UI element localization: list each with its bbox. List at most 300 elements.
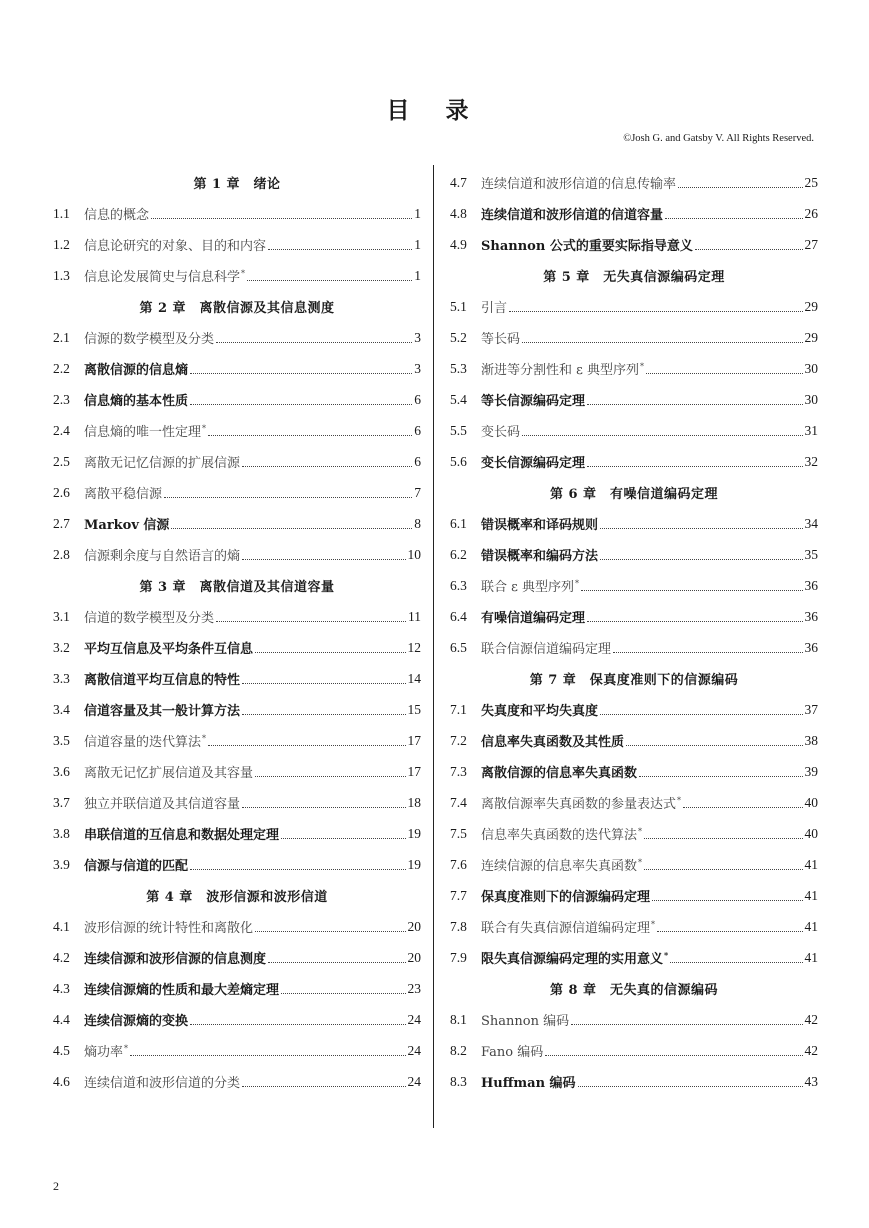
toc-section-title-text: 信源剩余度与自然语言的熵 bbox=[84, 549, 241, 564]
toc-section-number: 3.8 bbox=[53, 825, 70, 841]
toc-page-number: 1 bbox=[414, 205, 421, 221]
dot-leader bbox=[652, 887, 802, 901]
toc-section-title bbox=[481, 390, 585, 409]
toc-entry[interactable] bbox=[450, 756, 818, 787]
toc-page-number: 36 bbox=[804, 577, 818, 593]
toc-page-number: 42 bbox=[804, 1042, 818, 1058]
toc-entry[interactable] bbox=[53, 725, 421, 756]
dot-leader bbox=[255, 763, 405, 777]
toc-section-number: 4.2 bbox=[53, 949, 70, 965]
dot-leader bbox=[545, 1042, 802, 1056]
dot-leader bbox=[268, 949, 405, 963]
toc-section-title bbox=[481, 607, 585, 626]
toc-section-title bbox=[84, 514, 169, 533]
toc-entry[interactable] bbox=[53, 818, 421, 849]
toc-chapter-heading: 第 1 章 绪论 bbox=[193, 177, 281, 192]
toc-section-number: 2.3 bbox=[53, 391, 70, 407]
page-number: 2 bbox=[53, 1179, 59, 1193]
toc-section-title bbox=[481, 638, 611, 657]
toc-entry[interactable] bbox=[53, 353, 421, 384]
toc-section-title bbox=[84, 328, 214, 347]
toc-section-number: 8.2 bbox=[450, 1042, 467, 1058]
toc-page-number: 34 bbox=[804, 515, 818, 531]
toc-section-title bbox=[481, 297, 507, 316]
toc-page-number: 8 bbox=[414, 515, 421, 531]
toc-section-title-text: 联合 ε 典型序列 bbox=[481, 580, 574, 595]
dot-leader bbox=[268, 236, 412, 250]
toc-section-title bbox=[84, 638, 253, 657]
toc-section-title bbox=[84, 266, 245, 285]
toc-section-title bbox=[481, 824, 642, 843]
toc-section-title bbox=[84, 700, 240, 719]
dot-leader bbox=[644, 856, 802, 870]
toc-page-number: 36 bbox=[804, 639, 818, 655]
toc-page-number: 24 bbox=[407, 1011, 421, 1027]
toc-entry[interactable] bbox=[450, 291, 818, 322]
dot-leader bbox=[190, 360, 412, 374]
toc-entry[interactable] bbox=[450, 415, 818, 446]
toc-section-title bbox=[84, 1041, 128, 1060]
toc-entry[interactable] bbox=[53, 229, 421, 260]
toc-page-number: 32 bbox=[804, 453, 818, 469]
toc-section-number: 5.6 bbox=[450, 453, 467, 469]
toc-entry[interactable] bbox=[450, 725, 818, 756]
dot-leader bbox=[242, 701, 405, 715]
toc-section-title bbox=[481, 1041, 543, 1060]
optional-section-marker: * bbox=[241, 268, 246, 278]
toc-section-number: 8.3 bbox=[450, 1073, 467, 1089]
toc-entry[interactable] bbox=[53, 477, 421, 508]
toc-page-number: 38 bbox=[804, 732, 818, 748]
dot-leader bbox=[683, 794, 802, 808]
toc-page-number: 39 bbox=[804, 763, 818, 779]
optional-section-marker: * bbox=[664, 949, 669, 960]
optional-section-marker: * bbox=[202, 423, 207, 433]
toc-entry[interactable] bbox=[53, 663, 421, 694]
toc-section-number: 4.1 bbox=[53, 918, 70, 934]
toc-entry[interactable] bbox=[53, 260, 421, 291]
toc-page-number: 40 bbox=[804, 825, 818, 841]
toc-entry[interactable] bbox=[450, 942, 818, 973]
toc-page-number: 15 bbox=[407, 701, 421, 717]
toc-section-title bbox=[84, 669, 240, 688]
toc-page-number: 36 bbox=[804, 608, 818, 624]
toc-section-number: 1.2 bbox=[53, 236, 70, 252]
toc-section-title bbox=[481, 700, 598, 719]
toc-section-title bbox=[481, 545, 598, 564]
toc-page-number: 12 bbox=[407, 639, 421, 655]
toc-page-number: 19 bbox=[407, 825, 421, 841]
toc-section-title-text: 失真度和平均失真度 bbox=[481, 704, 599, 719]
toc-section-number: 4.8 bbox=[450, 205, 467, 221]
toc-entry[interactable] bbox=[53, 694, 421, 725]
dot-leader bbox=[670, 949, 802, 963]
toc-section-title-text: 变长信源编码定理 bbox=[481, 456, 586, 471]
toc-section-title-text: 平均互信息及平均条件互信息 bbox=[84, 642, 254, 657]
toc-page-number: 19 bbox=[407, 856, 421, 872]
toc-section-title bbox=[84, 979, 279, 998]
toc-section-title-text: 等长信源编码定理 bbox=[481, 394, 586, 409]
toc-section-number: 5.3 bbox=[450, 360, 467, 376]
dot-leader bbox=[242, 546, 405, 560]
dot-leader bbox=[578, 1073, 803, 1087]
toc-section-title bbox=[481, 235, 693, 254]
dot-leader bbox=[281, 980, 405, 994]
toc-section-title-text: 信息熵的唯一性定理 bbox=[84, 425, 202, 440]
toc-section-number: 4.7 bbox=[450, 174, 467, 190]
toc-section-number: 3.7 bbox=[53, 794, 70, 810]
dot-leader bbox=[208, 732, 405, 746]
toc-section-number: 5.2 bbox=[450, 329, 467, 345]
dot-leader bbox=[613, 639, 802, 653]
dot-leader bbox=[242, 794, 405, 808]
optional-section-marker: * bbox=[640, 361, 644, 371]
toc-section-title-text: 信道容量的迭代算法 bbox=[84, 735, 202, 750]
toc-section-number: 1.1 bbox=[53, 205, 70, 221]
toc-page-number: 41 bbox=[804, 949, 818, 965]
toc-page-number: 26 bbox=[804, 205, 818, 221]
toc-section-number: 5.1 bbox=[450, 298, 467, 314]
toc-page-number: 6 bbox=[414, 453, 421, 469]
toc-section-title bbox=[84, 359, 188, 378]
dot-leader bbox=[600, 701, 802, 715]
toc-page-number: 20 bbox=[407, 918, 421, 934]
toc-entry[interactable] bbox=[450, 353, 818, 384]
toc-section-title bbox=[84, 731, 206, 750]
toc-section-number: 4.3 bbox=[53, 980, 70, 996]
toc-page-number: 7 bbox=[414, 484, 421, 500]
toc-section-title bbox=[84, 204, 149, 223]
toc-section-title-text: 错误概率和编码方法 bbox=[481, 549, 599, 564]
toc-page-number: 1 bbox=[414, 236, 421, 252]
toc-section-title-text: 保真度准则下的信源编码定理 bbox=[481, 890, 651, 905]
toc-entry[interactable] bbox=[53, 1066, 421, 1097]
optional-section-marker: * bbox=[575, 578, 579, 588]
toc-section-title bbox=[481, 514, 598, 533]
toc-section-title-text: Huffman 编码 bbox=[481, 1076, 576, 1091]
dot-leader bbox=[644, 825, 802, 839]
toc-section-number: 6.4 bbox=[450, 608, 467, 624]
toc-section-title-text: Shannon 公式的重要实际指导意义 bbox=[481, 239, 693, 254]
toc-entry[interactable] bbox=[450, 570, 818, 601]
toc-page-number: 30 bbox=[804, 391, 818, 407]
toc-entry[interactable] bbox=[450, 384, 818, 415]
toc-section-title-text: 限失真信源编码定理的实用意义 bbox=[481, 952, 664, 967]
toc-section-number: 7.3 bbox=[450, 763, 467, 779]
dot-leader bbox=[587, 608, 802, 622]
dot-leader bbox=[678, 174, 802, 188]
toc-section-title-text: Markov 信源 bbox=[84, 518, 170, 533]
toc-section-title bbox=[84, 545, 240, 564]
toc-section-title-text: 熵功率 bbox=[84, 1045, 124, 1060]
toc-section-number: 5.5 bbox=[450, 422, 467, 438]
toc-entry[interactable] bbox=[450, 322, 818, 353]
toc-section-title bbox=[481, 421, 520, 440]
toc-section-title-text: 连续信源熵的性质和最大差熵定理 bbox=[84, 983, 280, 998]
dot-leader bbox=[646, 360, 803, 374]
toc-section-number: 2.1 bbox=[53, 329, 70, 345]
toc-section-title-text: 错误概率和译码规则 bbox=[481, 518, 599, 533]
toc-section-title bbox=[481, 328, 520, 347]
toc-page-number: 17 bbox=[407, 763, 421, 779]
toc-right-column bbox=[450, 167, 818, 1097]
toc-section-title bbox=[84, 421, 206, 440]
toc-section-title-text: 有噪信道编码定理 bbox=[481, 611, 586, 626]
toc-page-number: 24 bbox=[407, 1042, 421, 1058]
toc-section-title bbox=[481, 576, 579, 595]
toc-section-title-text: 串联信道的互信息和数据处理定理 bbox=[84, 828, 280, 843]
toc-section-number: 7.2 bbox=[450, 732, 467, 748]
toc-section-number: 4.5 bbox=[53, 1042, 70, 1058]
toc-page-number: 1 bbox=[414, 267, 421, 283]
toc-entry[interactable] bbox=[450, 880, 818, 911]
toc-section-number: 7.4 bbox=[450, 794, 467, 810]
toc-section-title-text: 连续信源熵的变换 bbox=[84, 1014, 189, 1029]
page-title: 目 录 bbox=[386, 97, 483, 124]
toc-section-title bbox=[481, 452, 585, 471]
dot-leader bbox=[522, 422, 802, 436]
toc-section-title-text: 离散信源率失真函数的参量表达式 bbox=[481, 797, 677, 812]
toc-entry[interactable] bbox=[450, 632, 818, 663]
dot-leader bbox=[247, 267, 412, 281]
dot-leader bbox=[626, 732, 802, 746]
optional-section-marker: * bbox=[677, 795, 682, 805]
toc-entry[interactable] bbox=[53, 601, 421, 632]
toc-section-number: 2.5 bbox=[53, 453, 70, 469]
toc-entry[interactable] bbox=[53, 849, 421, 880]
toc-section-number: 5.4 bbox=[450, 391, 467, 407]
toc-entry[interactable] bbox=[450, 539, 818, 570]
toc-entry[interactable] bbox=[450, 787, 818, 818]
toc-entry[interactable] bbox=[53, 911, 421, 942]
toc-section-title-text: 离散信道平均互信息的特性 bbox=[84, 673, 241, 688]
toc-chapter-heading: 第 2 章 离散信源及其信息测度 bbox=[139, 301, 335, 316]
toc-entry[interactable] bbox=[53, 756, 421, 787]
toc-entry[interactable] bbox=[450, 1035, 818, 1066]
toc-section-title-text: 信源的数学模型及分类 bbox=[84, 332, 215, 347]
toc-section-number: 7.1 bbox=[450, 701, 467, 717]
toc-chapter-heading: 第 3 章 离散信道及其信道容量 bbox=[139, 580, 335, 595]
toc-section-title bbox=[481, 917, 655, 936]
dot-leader bbox=[600, 515, 802, 529]
toc-page-number: 41 bbox=[804, 887, 818, 903]
dot-leader bbox=[657, 918, 802, 932]
toc-page-number: 17 bbox=[407, 732, 421, 748]
toc-page-number: 31 bbox=[804, 422, 818, 438]
optional-section-marker: * bbox=[651, 919, 656, 929]
optional-section-marker: * bbox=[638, 857, 643, 867]
toc-chapter-heading: 第 5 章 无失真信源编码定理 bbox=[543, 270, 725, 285]
toc-page-number: 14 bbox=[407, 670, 421, 686]
dot-leader bbox=[130, 1042, 405, 1056]
toc-entry[interactable] bbox=[450, 818, 818, 849]
toc-entry[interactable] bbox=[53, 415, 421, 446]
toc-entry[interactable] bbox=[53, 322, 421, 353]
toc-section-number: 3.1 bbox=[53, 608, 70, 624]
dot-leader bbox=[208, 422, 412, 436]
dot-leader bbox=[242, 1073, 405, 1087]
dot-leader bbox=[695, 236, 803, 250]
toc-section-number: 3.5 bbox=[53, 732, 70, 748]
toc-entry[interactable] bbox=[450, 167, 818, 198]
toc-section-number: 4.4 bbox=[53, 1011, 70, 1027]
toc-section-title-text: 信息率失真函数的迭代算法 bbox=[481, 828, 638, 843]
toc-section-title bbox=[84, 917, 253, 936]
toc-entry[interactable] bbox=[53, 632, 421, 663]
toc-page-number: 27 bbox=[804, 236, 818, 252]
dot-leader bbox=[665, 205, 802, 219]
toc-entry[interactable] bbox=[450, 601, 818, 632]
optional-section-marker: * bbox=[124, 1043, 129, 1053]
toc-entry[interactable] bbox=[450, 508, 818, 539]
toc-section-number: 2.6 bbox=[53, 484, 70, 500]
toc-entry[interactable] bbox=[450, 849, 818, 880]
toc-left-column bbox=[53, 167, 421, 1097]
toc-section-number: 7.5 bbox=[450, 825, 467, 841]
dot-leader bbox=[587, 391, 802, 405]
dot-leader bbox=[281, 825, 405, 839]
toc-section-title-text: 离散无记忆扩展信道及其容量 bbox=[84, 766, 254, 781]
toc-page-number: 10 bbox=[407, 546, 421, 562]
toc-entry[interactable] bbox=[450, 198, 818, 229]
toc-section-title-text: 离散无记忆信源的扩展信源 bbox=[84, 456, 241, 471]
toc-section-title-text: Shannon 编码 bbox=[481, 1014, 570, 1029]
toc-page-number: 3 bbox=[414, 360, 421, 376]
toc-page-number: 29 bbox=[804, 298, 818, 314]
toc-section-number: 7.6 bbox=[450, 856, 467, 872]
toc-entry[interactable] bbox=[53, 539, 421, 570]
copyright-notice: ©Josh G. and Gatsby V. All Rights Reserved. bbox=[623, 133, 814, 144]
toc-section-title-text: 信息熵的基本性质 bbox=[84, 394, 189, 409]
toc-section-title-text: 连续信道和波形信道的分类 bbox=[84, 1076, 241, 1091]
toc-section-number: 3.4 bbox=[53, 701, 70, 717]
dot-leader bbox=[255, 639, 405, 653]
toc-page-number: 42 bbox=[804, 1011, 818, 1027]
toc-section-title-text: 波形信源的统计特性和离散化 bbox=[84, 921, 254, 936]
toc-section-title-text: 信道容量及其一般计算方法 bbox=[84, 704, 241, 719]
toc-section-title bbox=[84, 452, 240, 471]
toc-entry[interactable] bbox=[53, 1004, 421, 1035]
toc-entry[interactable] bbox=[53, 198, 421, 229]
dot-leader bbox=[190, 856, 405, 870]
toc-section-title bbox=[481, 793, 681, 812]
toc-entry[interactable] bbox=[53, 973, 421, 1004]
toc-page-number: 40 bbox=[804, 794, 818, 810]
toc-section-title bbox=[481, 1072, 576, 1091]
toc-section-title bbox=[481, 204, 663, 223]
toc-page-number: 37 bbox=[804, 701, 818, 717]
toc-section-title-text: Fano 编码 bbox=[481, 1045, 544, 1060]
dot-leader bbox=[216, 329, 412, 343]
toc-section-number: 3.9 bbox=[53, 856, 70, 872]
toc-section-title-text: 信道的数学模型及分类 bbox=[84, 611, 215, 626]
toc-section-title-text: 联合有失真信源信道编码定理 bbox=[481, 921, 651, 936]
toc-section-number: 7.9 bbox=[450, 949, 467, 965]
toc-section-title-text: 联合信源信道编码定理 bbox=[481, 642, 612, 657]
toc-chapter-heading: 第 6 章 有噪信道编码定理 bbox=[549, 487, 719, 502]
toc-section-title bbox=[481, 886, 650, 905]
dot-leader bbox=[587, 453, 802, 467]
toc-entry[interactable] bbox=[53, 787, 421, 818]
toc-section-title bbox=[481, 731, 624, 750]
toc-section-title bbox=[84, 948, 266, 967]
toc-entry[interactable] bbox=[53, 942, 421, 973]
toc-section-number: 1.3 bbox=[53, 267, 70, 283]
toc-section-number: 6.5 bbox=[450, 639, 467, 655]
toc-page-number: 6 bbox=[414, 422, 421, 438]
toc-entry[interactable] bbox=[53, 446, 421, 477]
toc-section-title-text: 连续信道和波形信道的信息传输率 bbox=[481, 177, 677, 192]
toc-section-title bbox=[481, 762, 637, 781]
toc-section-title bbox=[84, 824, 279, 843]
toc-entry[interactable] bbox=[53, 508, 421, 539]
toc-section-number: 2.8 bbox=[53, 546, 70, 562]
toc-page-number: 18 bbox=[407, 794, 421, 810]
toc-chapter-heading: 第 4 章 波形信源和波形信道 bbox=[146, 890, 328, 905]
toc-entry[interactable] bbox=[450, 1004, 818, 1035]
toc-section-title-text: 信息的概念 bbox=[84, 208, 150, 223]
toc-section-number: 2.7 bbox=[53, 515, 70, 531]
toc-page-number: 23 bbox=[407, 980, 421, 996]
toc-page-number: 25 bbox=[804, 174, 818, 190]
toc-section-title bbox=[481, 173, 676, 192]
dot-leader bbox=[639, 763, 802, 777]
toc-section-title-text: 引言 bbox=[481, 301, 508, 316]
dot-leader bbox=[151, 205, 412, 219]
toc-section-title-text: 信息率失真函数及其性质 bbox=[481, 735, 625, 750]
toc-section-number: 7.8 bbox=[450, 918, 467, 934]
toc-entry[interactable] bbox=[450, 911, 818, 942]
toc-section-title-text: 变长码 bbox=[481, 425, 521, 440]
toc-section-title-text: 独立并联信道及其信道容量 bbox=[84, 797, 241, 812]
toc-section-number: 7.7 bbox=[450, 887, 467, 903]
toc-section-title bbox=[84, 390, 188, 409]
toc-section-number: 8.1 bbox=[450, 1011, 467, 1027]
toc-chapter-heading: 第 7 章 保真度准则下的信源编码 bbox=[529, 673, 739, 688]
dot-leader bbox=[216, 608, 406, 622]
toc-section-title-text: 信息论研究的对象、目的和内容 bbox=[84, 239, 267, 254]
toc-section-title-text: 等长码 bbox=[481, 332, 521, 347]
dot-leader bbox=[190, 391, 412, 405]
toc-section-number: 3.3 bbox=[53, 670, 70, 686]
dot-leader bbox=[522, 329, 802, 343]
dot-leader bbox=[171, 515, 412, 529]
toc-page-number: 41 bbox=[804, 856, 818, 872]
dot-leader bbox=[255, 918, 405, 932]
toc-section-title bbox=[481, 359, 644, 378]
dot-leader bbox=[571, 1011, 802, 1025]
toc-entry[interactable] bbox=[450, 694, 818, 725]
toc-entry[interactable] bbox=[53, 384, 421, 415]
toc-page-number: 41 bbox=[804, 918, 818, 934]
toc-page-number: 29 bbox=[804, 329, 818, 345]
toc-section-number: 2.2 bbox=[53, 360, 70, 376]
dot-leader bbox=[600, 546, 802, 560]
toc-section-title bbox=[84, 762, 253, 781]
dot-leader bbox=[242, 670, 405, 684]
toc-section-title-text: 连续信源和波形信源的信息测度 bbox=[84, 952, 267, 967]
toc-entry[interactable] bbox=[450, 1066, 818, 1097]
toc-section-title-text: 连续信源的信息率失真函数 bbox=[481, 859, 638, 874]
toc-section-title-text: 渐进等分割性和 ε 典型序列 bbox=[481, 363, 639, 378]
toc-section-title-text: 离散信源的信息熵 bbox=[84, 363, 189, 378]
toc-entry[interactable] bbox=[450, 446, 818, 477]
optional-section-marker: * bbox=[638, 826, 643, 836]
toc-entry[interactable] bbox=[53, 1035, 421, 1066]
dot-leader bbox=[164, 484, 412, 498]
toc-entry[interactable] bbox=[450, 229, 818, 260]
dot-leader bbox=[242, 453, 412, 467]
